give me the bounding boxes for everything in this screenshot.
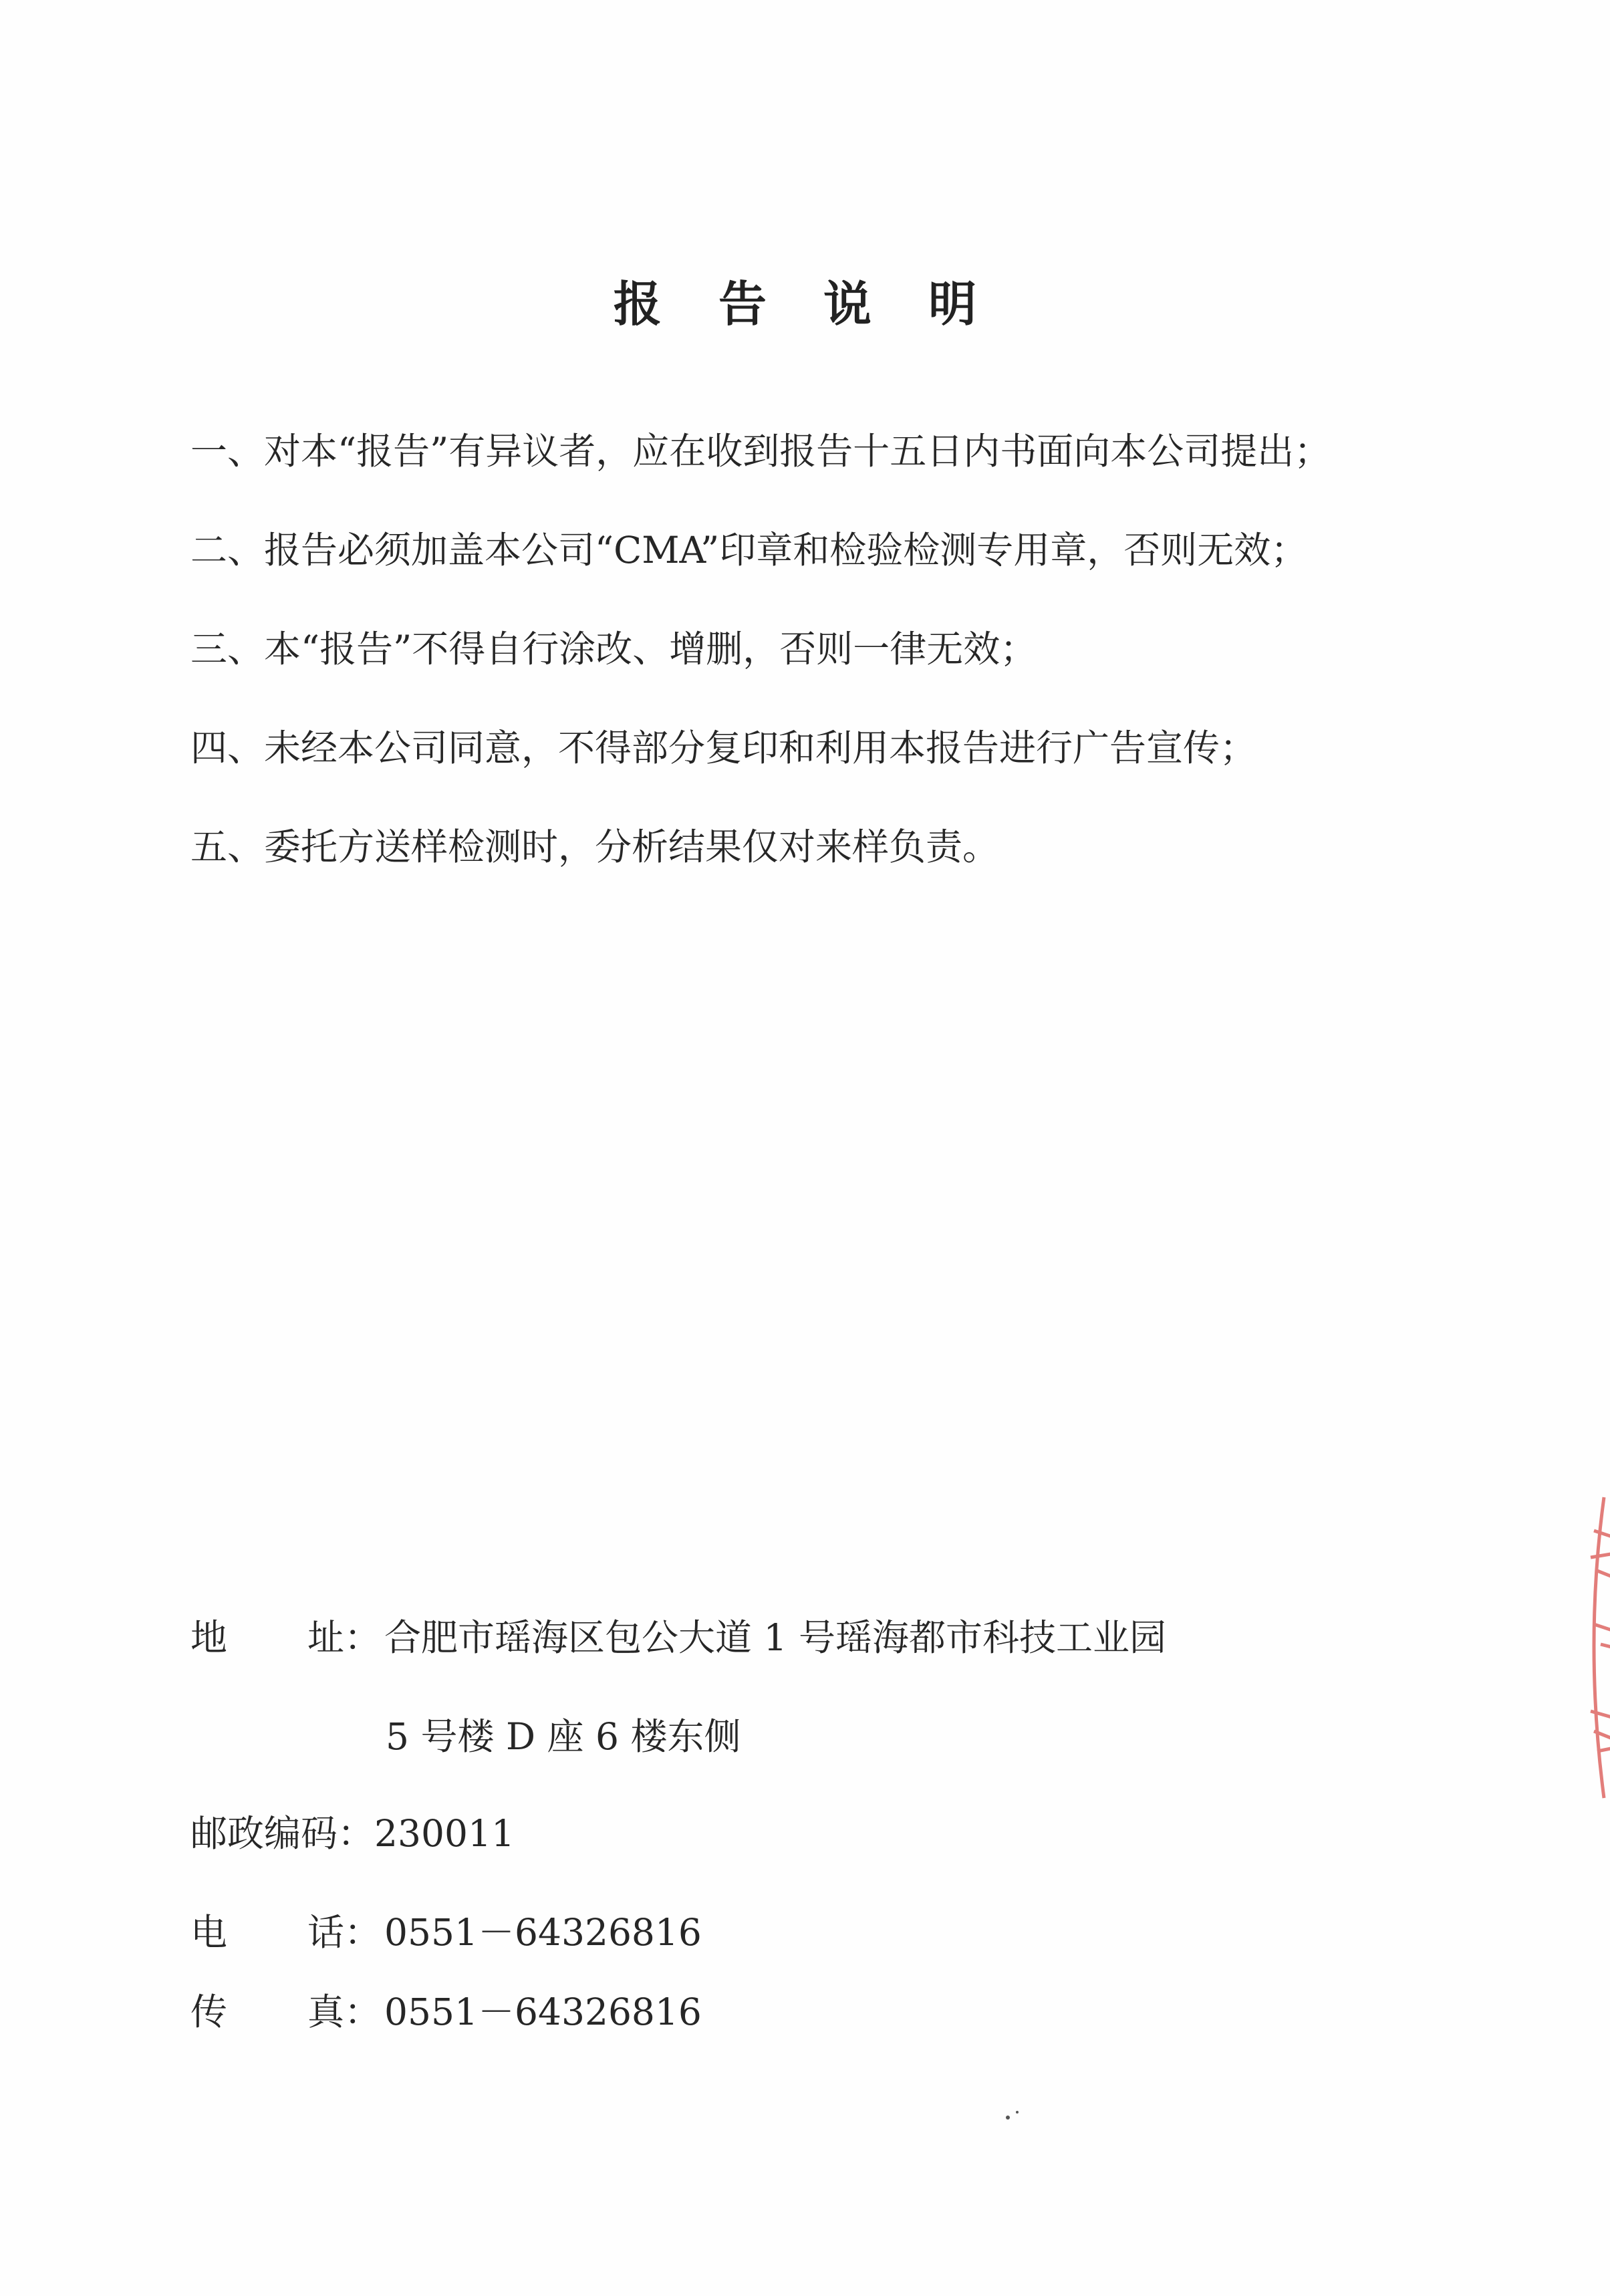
phone-label: 电 话： [190, 1911, 382, 1954]
notice-item-3: 三、本“报告”不得自行涂改、增删，否则一律无效； [190, 628, 1037, 670]
postal-label: 邮政编码： [190, 1812, 375, 1855]
address-line-1: 合肥市瑶海区包公大道 1 号瑶海都市科技工业园 [384, 1616, 1166, 1659]
notice-item-4: 四、未经本公司同意，不得部分复印和利用本报告进行广告宣传； [190, 727, 1257, 769]
address-line-2: 5 号楼 D 座 6 楼东侧 [386, 1715, 741, 1758]
postal-value: 230011 [374, 1812, 515, 1855]
fax-label: 传 真： [190, 1991, 382, 2033]
address-label: 地 址： [190, 1616, 382, 1659]
page-title: 报 告 说 明 [613, 275, 997, 332]
notice-list [190, 428, 1527, 922]
phone-row [190, 1909, 1527, 1956]
notice-item-1: 一、对本“报告”有异议者，应在收到报告十五日内书面向本公司提出； [190, 430, 1331, 473]
stamp-fragment-icon [1577, 1491, 1610, 1805]
scan-speck [1016, 2111, 1019, 2114]
postal-row [190, 1810, 1527, 1857]
fax-value: 0551－64326816 [384, 1991, 702, 2033]
notice-item-2: 二、报告必须加盖本公司“CMA”印章和检验检测专用章，否则无效； [190, 529, 1308, 571]
address-row [190, 1614, 1527, 1661]
notice-item-5: 五、委托方送样检测时，分析结果仅对来样负责。 [190, 825, 1000, 868]
phone-value: 0551－64326816 [384, 1911, 702, 1954]
fax-row [190, 1989, 1527, 2035]
scan-speck [1006, 2116, 1010, 2120]
